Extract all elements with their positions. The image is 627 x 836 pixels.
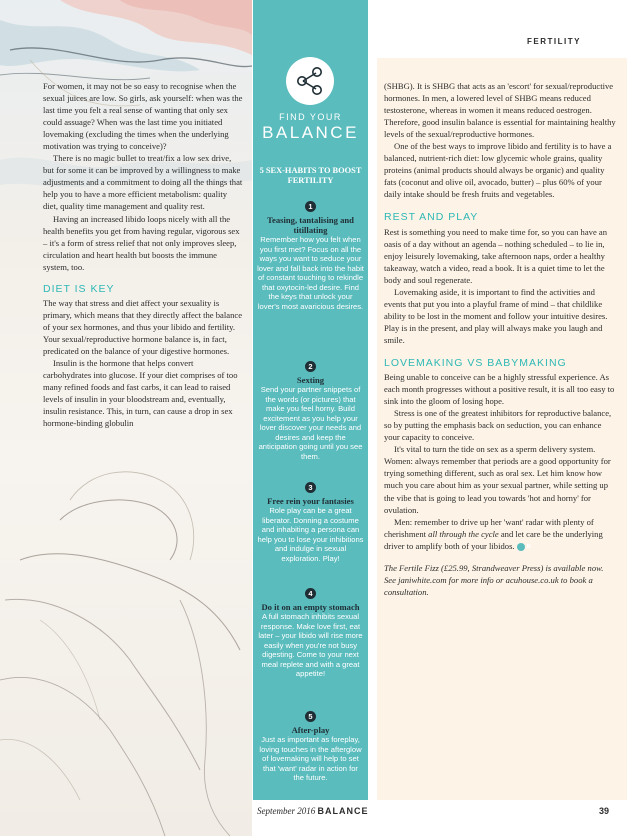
tip-number: 4 — [305, 588, 316, 599]
right-article-column — [384, 80, 616, 598]
right-paragraph: One of the best ways to improve libido and fertility is to have a balanced, nutrient-rich diet: low glycemic whole grains, quality proteins (animal products should always be organic) and quality fats (coconut and olive oil, avocado, butter) – plus 60% of your daily intake should be fresh fruits and vegetables. — [384, 141, 612, 200]
left-article-column — [43, 80, 243, 429]
rest-paragraph: Lovemaking aside, it is important to find the activities and events that put you into a playful frame of mind – that childlike ability to be lost in the moment and follow your intuitive desires. Play is in the present, and play will always make you laugh and smile. — [384, 286, 608, 345]
tip-title: Sexting — [296, 375, 325, 385]
tip-number: 3 — [305, 482, 316, 493]
molecule-icon — [286, 57, 334, 105]
lovemaking-paragraph: Stress is one of the greatest inhibitors for reproductive balance, so by putting the emphasis back on seduction, you can enhance your capacity to conceive. — [384, 408, 612, 443]
men-paragraph — [384, 516, 616, 552]
men-text-end: and let care be the underlying driver to amplify both of your libidos. — [384, 528, 603, 551]
tip-title: After-play — [291, 725, 330, 735]
left-paragraph: Having an increased libido loops nicely with all the health benefits you get from having regular, vigorous sex – it's a form of stress relief that not only improves sleep, circulation and heart health but boosts the immune system, too. — [43, 213, 240, 272]
men-text: Men: remember to drive up her 'want' radar with plenty of cherishment — [384, 516, 594, 539]
lovemaking-paragraph: Being unable to conceive can be a highly stressful experience. As each month progresses without a positive result, it is all too easy to sink into the gloom of losing hope. — [384, 372, 615, 407]
tip-body: Just as important as foreplay, loving touches in the afterglow of lovemaking will help to set that 'want' radar in action for the future. — [259, 735, 362, 782]
lovemaking-paragraph: It's vital to turn the tide on sex as a sperm delivery system. Women: always remember that periods are a good opportunity for trying something different, such as oral sex. Let him know how much you care about him as your sexual partner, while setting up the vibe that is going to lead you towards 'hot and horny' for ovulation. — [384, 444, 611, 515]
left-paragraph: For women, it may not be so easy to recognise when the sexual juices are low. So girls, ask yourself: when was the last time you felt a real sense of wanting that only sex could assuage? When was the last time you initiated lovemaking (excluding the times when the underlying motivation was trying to conceive)? — [43, 81, 243, 152]
lovemaking-heading: LOVEMAKING VS BABYMAKING — [384, 356, 567, 369]
tip-item — [257, 477, 364, 563]
tip-number: 1 — [305, 201, 316, 212]
tip-body: A full stomach inhibits sexual response. Make love first, eat later – your libido will rise more easily when you're not busy digesting. Come to your next meal replete and with a great appetite! — [258, 612, 363, 678]
tip-title: Free rein your fantasies — [267, 496, 354, 506]
right-paragraph: (SHBG). It is SHBG that acts as an 'escort' for sexual/reproductive hormones. In men, a lowered level of SHBG means reduced testosterone, whereas in women it means reduced oestrogen. Therefore, good insulin balance is essential for maintaining healthy levels of the sexual/reproductive hormones. — [384, 81, 616, 140]
page-number: 39 — [599, 806, 610, 816]
tip-title: Do it on an empty stomach — [261, 602, 360, 612]
sidebar-title: BALANCE — [262, 123, 359, 142]
tip-body: Send your partner snippets of the words (or pictures) that make you feel horny. Build excitement as you help your lover discover your needs and desires and keep the anticipation going until you see them. — [258, 385, 363, 461]
balance-sidebar — [253, 0, 368, 800]
left-paragraph: There is no magic bullet to treat/fix a low sex drive, but for some it can be improved by a willingness to make adjustments and a commitment to doing all the things that help you to have a more efficient metabolism: quality diet, quality time management and quality rest. — [43, 153, 243, 212]
tip-item — [257, 583, 364, 679]
tip-number: 2 — [305, 361, 316, 372]
men-text-italic: all through the cycle — [428, 528, 499, 539]
diet-heading: DIET IS KEY — [43, 282, 115, 295]
footer-magazine: BALANCE — [317, 806, 369, 816]
end-mark-icon: B — [517, 543, 525, 551]
tip-body: Role play can be a great liberator. Donning a costume and inhabiting a persona can help you to lose your inhibitions and indulge in sexual exploration. Play! — [257, 506, 364, 563]
rest-paragraph: Rest is something you need to make time for, so you can have an oasis of a day without an agenda – nothing scheduled – to lie in, enjoy leisurely lovemaking, take afternoon naps, order a healthy takeaway, watch a video, read a book. It is a quiet time to let the body and soul regenerate. — [384, 226, 608, 285]
footer-masthead — [257, 806, 369, 816]
diet-paragraph: The way that stress and diet affect your sexuality is primary, which means that they directly affect the balance of your sex hormones, and thus your libido and fertility. Your sexual/reproductive hormone balance is, in fact, predicated on the balance of your digestive hormones. — [43, 297, 243, 356]
tip-body: Remember how you felt when you first met? Focus on all the ways you want to seduce your lover and fall back into the habit of constant touching to rekindle that oxytocin-led desire. Find the keys that unlock your lover's most avaricious desires. — [257, 235, 364, 311]
rest-heading: REST AND PLAY — [384, 211, 479, 224]
tip-item — [257, 356, 364, 461]
sidebar-subtitle: 5 SEX-HABITS TO BOOST FERTILITY — [259, 166, 362, 185]
diet-paragraph: Insulin is the hormone that helps convert carbohydrates into glucose. If your diet comprises of too many refined foods and fast carbs, it can lead to raised levels of insulin in your bloodstream and, eventually, insulin resistance. This, in turn, can cause a drop in sex hormone-binding globulin — [43, 358, 238, 429]
tip-title: Teasing, tantalising and titillating — [267, 215, 354, 235]
sidebar-kicker: FIND YOUR — [279, 112, 342, 122]
footer-date: September 2016 — [257, 806, 316, 816]
tip-number: 5 — [305, 711, 316, 722]
tip-item — [257, 706, 364, 783]
book-credit: The Fertile Fizz (£25.99, Strandweaver Press) is available now. See janiwhite.com for more info or acuhouse.co.uk to book a consultation. — [384, 562, 604, 597]
tip-item — [257, 196, 364, 311]
section-label: FERTILITY — [527, 37, 581, 46]
